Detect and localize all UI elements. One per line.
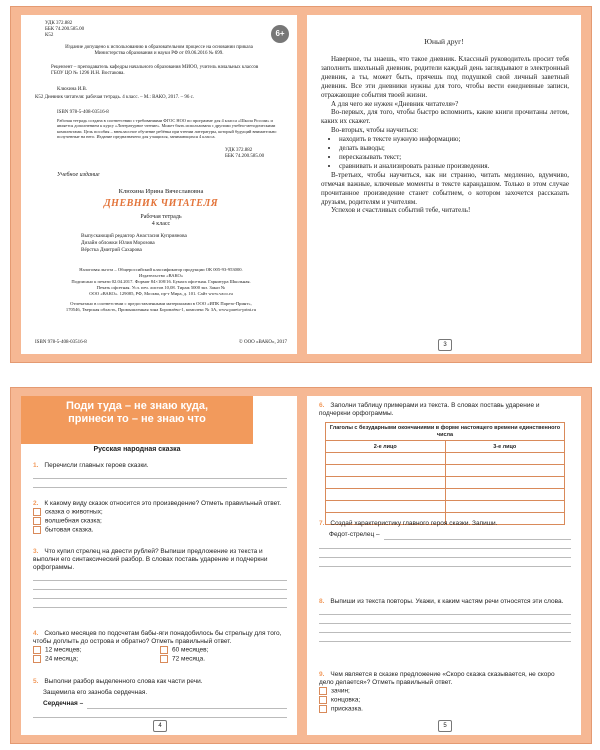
option[interactable] [33, 646, 160, 655]
paragraph: Успехов и счастливых событий тебе, читатель! [331, 206, 471, 215]
k52-line: К52 [45, 33, 54, 39]
paragraph: Во-вторых, чтобы научиться: [331, 126, 419, 135]
story-genre: Русская народная сказка [93, 446, 181, 453]
isbn-bottom: ISBN 978-5-408-03516-8 [35, 340, 87, 345]
option-label: 72 месяца. [172, 655, 206, 663]
story-title-banner [21, 396, 253, 444]
answer-line[interactable] [319, 549, 571, 558]
paragraph: В-третьих, чтобы научиться, как ни странно, читать медленно, вдумчиво, отмечая важные, ключевые моменты в тексте карандашом. Только в этом случае прочитанное произведение станет событием, о котором захочется рассказать друзьям, родителям и учителям. [321, 170, 569, 206]
question-number: 1. [33, 462, 39, 469]
verb-table [325, 422, 565, 525]
question-text: Чем является в сказке предложение «Скоро сказка сказывается, не скоро дело делается»? Отметь правильный ответ. [319, 671, 555, 686]
answer-row [33, 700, 287, 709]
question-text: Создай характеристику главного героя сказки. Запиши. [330, 520, 498, 527]
copyright: © ООО «ВАКО», 2017 [238, 340, 287, 345]
checkbox[interactable] [319, 705, 327, 713]
option-label: 12 месяцев; [45, 646, 82, 654]
imprint-line: Печать офсетная. Усл. печ. листов 10,08. Тираж 5000 экз. Заказ № [96, 285, 226, 290]
table-row [326, 477, 565, 489]
answer-line[interactable] [33, 479, 287, 488]
option[interactable] [33, 517, 287, 526]
question-3 [33, 548, 287, 608]
option[interactable] [319, 705, 571, 714]
option-label: сказка о животных; [45, 508, 103, 516]
question-text: К какому виду сказок относится это произведение? Отметь правильный ответ. [44, 500, 282, 507]
intro-page [307, 15, 581, 354]
question-number: 5. [33, 678, 39, 685]
table-cell[interactable] [445, 465, 565, 477]
table-cell[interactable] [445, 477, 565, 489]
question-6 [319, 402, 571, 525]
question-text: Выполни разбор выделенного слова как части речи. [44, 678, 203, 685]
question-text: Сколько месяцев по подсчетам бабы-яги понадобилось бы стрельцу для того, чтобы доплыть до острова и обратно? Отметь правильный ответ. [33, 630, 282, 645]
question-text: Выпиши из текста повторы. Укажи, к каким частям речи относятся эти слова. [330, 598, 564, 605]
paragraph: Во-первых, для того, чтобы быстро вспомнить, какие книги прочитаны летом, каких их скажет. [321, 108, 569, 126]
question-number: 9. [319, 671, 325, 678]
table-title: Глаголы с безударными окончаниями в форме настоящего времени единственного числа [325, 422, 565, 440]
bullet-list [321, 135, 569, 171]
answer-line[interactable] [319, 540, 571, 549]
question-text: Заполни таблицу примерами из текста. В словах поставь ударение и подчеркни орфограммы. [319, 402, 540, 417]
checkbox[interactable] [160, 655, 168, 663]
credit-editor: Выпускающий редактор Анастасия Куприянова [81, 233, 187, 239]
table-cell[interactable] [326, 477, 446, 489]
question-text: Перечисли главных героев сказки. [44, 462, 149, 469]
option-grid [33, 646, 287, 664]
question-8 [319, 598, 571, 642]
greeting: Юный друг! [424, 37, 464, 46]
question-number: 8. [319, 598, 325, 605]
answer-label: Сердечная – [43, 700, 84, 707]
imprint-line: ООО «ВАКО». 129085, РФ, Москва, пр-т Мира, д. 101. Сайт www.vaco.ru [89, 291, 233, 296]
title-page [21, 15, 297, 354]
imprint-line: Налоговая льгота – Общероссийский классификатор продукции ОК 005-93-953000. [79, 267, 243, 272]
bullet-item: • пересказывать текст; [339, 153, 569, 162]
answer-line[interactable] [33, 470, 287, 479]
table-cell[interactable] [326, 465, 446, 477]
imprint [35, 267, 287, 313]
option-label: присказка. [331, 705, 363, 713]
question-number: 3. [33, 548, 39, 555]
workbook-page-right [307, 396, 581, 735]
answer-line[interactable] [33, 709, 287, 718]
question-7 [319, 520, 571, 567]
bullet-item: • сравнивать и анализировать разные произведения. [339, 162, 569, 171]
question-9 [319, 671, 571, 714]
question-number: 7. [319, 520, 325, 527]
option-label: волшебная сказка; [45, 517, 102, 525]
answer-line[interactable] [33, 599, 287, 608]
question-number: 2. [33, 500, 39, 507]
option[interactable] [33, 508, 287, 517]
imprint-line: Отпечатано в соответствии с предоставленными материалами в ООО «ИПК Парето-Принт», [70, 301, 252, 306]
answer-line[interactable] [33, 590, 287, 599]
table-cell[interactable] [326, 453, 446, 465]
book-subtitle: Рабочая тетрадь [140, 214, 182, 220]
isbn-footer [35, 340, 287, 346]
answer-line[interactable] [319, 615, 571, 624]
option[interactable] [319, 687, 571, 696]
annotation-text: Рабочая тетрадь создана в соответствии с требованиями ФГОС НОО по программе для 4 класса «Школа России» и является дополнением к курсу «Литературное чтение». Может быть использована с другими учебно-методическими комплектами. Цель пособия – внеклассное обучение ребёнка при чтении литературы, который будущий внимательно полученные на него. Издание предназначено для учащихся, занимающихся 4 класса. [57, 118, 277, 140]
approval-text: Издание допущено к использованию в образовательном процессе на основании приказа Министерства образования и науки РФ от 09.06.2016 № 699. [65, 45, 253, 57]
table-row [326, 465, 565, 477]
table-cell[interactable] [445, 501, 565, 513]
answer-line[interactable] [33, 572, 287, 581]
credit-layout: Вёрстка Дмитрий Сахарова [81, 247, 142, 253]
answer-line[interactable] [319, 558, 571, 567]
biblio-line: К52 Дневник читателя: рабочая тетрадь. 4 класс. – М.: ВАКО, 2017. – 96 с. [35, 95, 195, 100]
checkbox[interactable] [33, 646, 41, 654]
reviewer-text: Рецензент – преподаватель кафедры начального образования МИОО, учитель начальных классов ГБОУ ЦО № 1296 И.Н. Востакова. [51, 65, 259, 77]
author-short: Клюхина И.В. [57, 87, 88, 92]
checkbox[interactable] [33, 526, 41, 534]
page-number: 5 [438, 720, 452, 732]
answer-row [319, 531, 571, 540]
checkbox[interactable] [33, 508, 41, 516]
imprint-line: 170546, Тверская область, Промышленная зона Боровлёво-1, комплекс № 3А, www.pareto-print.ru [65, 307, 257, 312]
checkbox[interactable] [319, 696, 327, 704]
bottom-spread [10, 387, 592, 744]
imprint-line: Издательство «ВАКО» [138, 273, 184, 278]
table-cell[interactable] [326, 501, 446, 513]
option[interactable] [33, 526, 287, 535]
question-number: 4. [33, 630, 39, 637]
udk-repeat-line: УДК 372.882 [225, 148, 253, 153]
answer-line[interactable] [319, 624, 571, 633]
option[interactable] [33, 655, 160, 664]
question-2 [33, 500, 287, 535]
option[interactable] [160, 655, 287, 664]
question-text: Что купил стрелец на двести рублей? Выпиши предложение из текста и выполни его синтаксический разбор. В словах поставь ударение и подчеркни орфограммы. [33, 548, 268, 571]
bullet-item: • делать выводы; [339, 144, 569, 153]
question-5 [33, 678, 287, 718]
question-number: 6. [319, 402, 325, 409]
top-spread [10, 6, 592, 363]
table-cell[interactable] [445, 489, 565, 501]
banner-line: принеси то – не знаю что [68, 413, 206, 425]
imprint-line: Подписано к печати 02.04.2017. Формат 84×108/16. Бумага офсетная. Гарнитура Школьная. [71, 279, 251, 284]
intro-text [321, 55, 569, 215]
bbk-repeat-line: ББК 74.200.585.00 [225, 154, 265, 160]
age-rating-badge: 6+ [271, 25, 289, 43]
checkbox[interactable] [33, 655, 41, 663]
question-1 [33, 462, 287, 488]
answer-line[interactable] [33, 581, 287, 590]
answer-line[interactable] [319, 606, 571, 615]
option-label: 24 месяца; [45, 655, 79, 663]
answer-line[interactable] [87, 700, 287, 709]
option[interactable] [319, 696, 571, 705]
book-grade: 4 класс [151, 221, 171, 227]
page-number: 4 [153, 720, 167, 732]
option-label: зачин; [331, 687, 350, 695]
question-4 [33, 630, 287, 664]
option-label: 60 месяцев; [172, 646, 209, 654]
bullet-item: • находить в тексте нужную информацию; [339, 135, 569, 144]
book-title: ДНЕВНИК ЧИТАТЕЛЯ [103, 198, 219, 209]
credit-cover: Дизайн обложки Юлия Морозова [81, 240, 155, 246]
table-row [326, 501, 565, 513]
option[interactable] [160, 646, 287, 655]
page-number: 3 [438, 339, 452, 351]
udk-repeat [225, 148, 285, 160]
option-label: бытовая сказка. [45, 526, 94, 534]
option-label: концовка; [331, 696, 361, 704]
table-row [326, 453, 565, 465]
table-cell[interactable] [326, 489, 446, 501]
paragraph: Наверное, ты знаешь, что такое дневник. Классный руководитель просит тебя заполнить школьный дневник, родители каждый день заглядывают в электронный дневник, а ты, может быть, прячешь под подушкой свой личный заветный дневник. Все эти дневники нужны для того, чтобы вести ежедневные записи, отражающие события твоей жизни. [321, 55, 569, 99]
credits [81, 233, 287, 254]
column-header: 2-е лицо [326, 441, 446, 453]
table-row [326, 489, 565, 501]
table [325, 440, 565, 525]
table-cell[interactable] [445, 453, 565, 465]
udk-block [45, 21, 84, 40]
checkbox[interactable] [319, 687, 327, 695]
sentence: Защемила его зазноба сердечная. [43, 689, 148, 696]
bbk-line: ББК 74.200.585.00 [45, 27, 85, 33]
column-header: 3-е лицо [445, 441, 565, 453]
banner-line: Поди туда – не знаю куда, [65, 400, 209, 412]
answer-label: Федот-стрелец – [329, 531, 380, 538]
udk-line: УДК 372.882 [45, 21, 73, 26]
workbook-page-left [21, 396, 297, 735]
answer-line[interactable] [319, 633, 571, 642]
checkbox[interactable] [33, 517, 41, 525]
answer-line[interactable] [384, 531, 571, 540]
kicker: Учебное издание [57, 172, 100, 178]
paragraph: А для чего же нужен «Дневник читателя»? [331, 99, 459, 108]
checkbox[interactable] [160, 646, 168, 654]
isbn-line: ISBN 978-5-408-03516-8 [57, 110, 109, 115]
author-full: Клюхина Ирина Вячеславовна [118, 188, 204, 195]
